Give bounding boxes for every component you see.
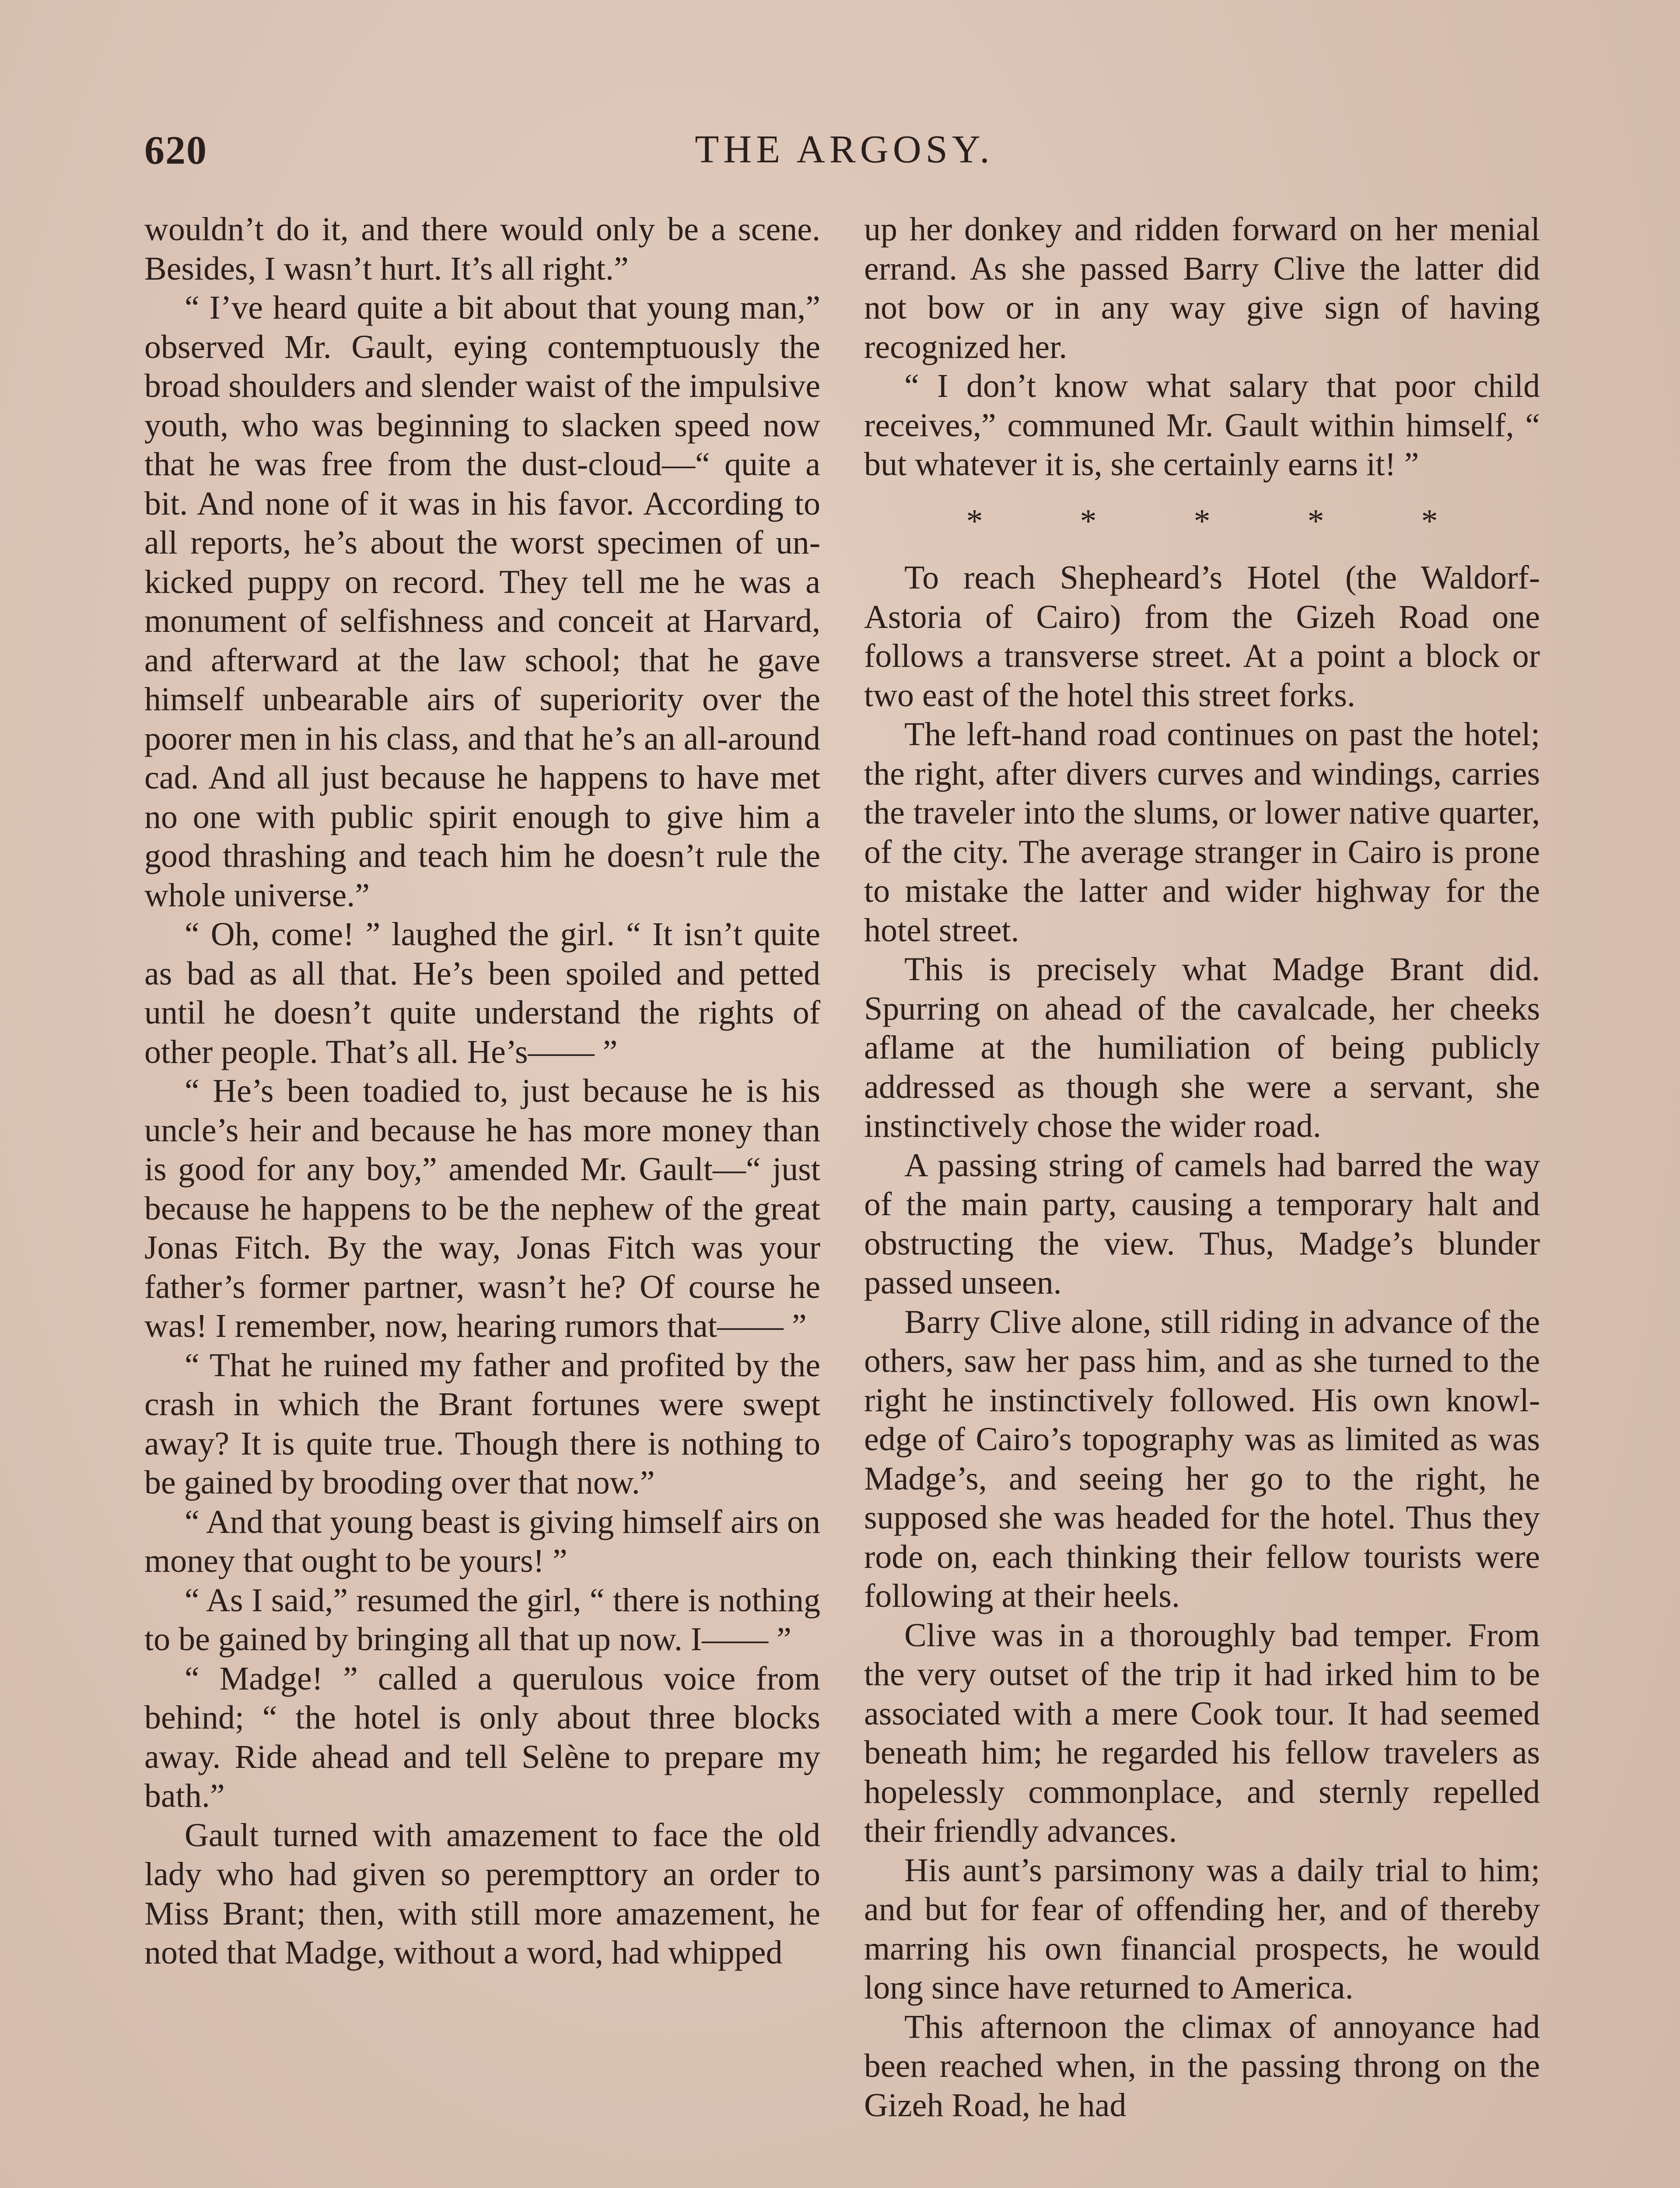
- section-break-star: *: [1307, 502, 1324, 540]
- paragraph: Barry Clive alone, still riding in advance of the others, saw her pass him, and as she turned to the right he instinctively followed. His own knowledge of Cairo’s topography was as limited as was Madge’s, and seeing her go to the right, he supposed she was headed for the hotel. Thus they rode on, each thinking their fellow tourists were following at their heels.: [864, 1303, 1540, 1614]
- paragraph: The left-hand road continues on past the hotel; the right, after divers curves and windings, carries the traveler into the slums, or lower native quarter, of the city. The average stranger in Cairo is prone to mistake the latter and wider highway for the hotel street.: [864, 716, 1540, 949]
- paragraph: Clive was in a thoroughly bad temper. From the very outset of the trip it had irked him to be associated with a mere Cook tour. It had seemed beneath him; he regarded his fellow travelers as hopelessly commonplace, and sternly repelled their friendly advances.: [864, 1616, 1540, 1849]
- paragraph: “ As I said,” resumed the girl, “ there is nothing to be gained by bringing all that up now. I—— ”: [144, 1581, 820, 1658]
- paragraph: Gault turned with amazement to face the old lady who had given so perempttory an order to Miss Brant; then, with still more amazement, he noted that Madge, without a word, had whipped: [144, 1816, 820, 1971]
- paragraph: This afternoon the climax of annoyance had been reached when, in the passing throng on the Gizeh Road, he had: [864, 2008, 1540, 2124]
- section-break: [864, 502, 1540, 541]
- section-break-star: *: [1080, 502, 1097, 540]
- paragraph: “ I’ve heard quite a bit about that young man,” observed Mr. Gault, eying contemptuously the broad shoulders and slender waist of the impulsive youth, who was beginning to slacken speed now that he was free from the dust-cloud—“ quite a bit. And none of it was in his favor. According to all reports, he’s about the worst specimen of unkicked puppy on record. They tell me he was a monument of selfishness and conceit at Harvard, and afterward at the law school; that he gave himself unbearable airs of superiority over the poorer men in his class, and that he’s an all-around cad. And all just because he happens to have met no one with public spirit enough to give him a good thrashing and teach him he doesn’t rule the whole universe.”: [144, 289, 820, 914]
- paragraph: “ That he ruined my father and profited by the crash in which the Brant fortunes were swept away? It is quite true. Though there is nothing to be gained by brooding over that now.”: [144, 1346, 820, 1501]
- paragraph: wouldn’t do it, and there would only be a scene. Besides, I wasn’t hurt. It’s all right.”: [144, 211, 820, 287]
- page-header: [144, 127, 1544, 184]
- paragraph: His aunt’s parsimony was a daily trial to him; and but for fear of offending her, and of thereby marring his own financial prospects, he would long since have returned to America.: [864, 1851, 1540, 2006]
- section-break-star: *: [1421, 502, 1438, 540]
- paragraph: A passing string of camels had barred the way of the main party, causing a temporary halt and obstructing the view. Thus, Madge’s blunder passed unseen.: [864, 1147, 1540, 1301]
- paragraph: This is precisely what Madge Brant did. Spurring on ahead of the cavalcade, her cheeks aflame at the humiliation of being publicly addressed as though she were a servant, she instinctively chose the wider road.: [864, 951, 1540, 1144]
- right-column: [864, 210, 1540, 2188]
- paragraph: “ Madge! ” called a querulous voice from behind; “ the hotel is only about three blocks away. Ride ahead and tell Selène to prepare my bath.”: [144, 1660, 820, 1814]
- paragraph: up her donkey and ridden forward on her menial errand. As she passed Barry Clive the latter did not bow or in any way give sign of having recognized her.: [864, 211, 1540, 365]
- paragraph: “ He’s been toadied to, just because he is his uncle’s heir and because he has more money than is good for any boy,” amended Mr. Gault—“ just because he happens to be the nephew of the great Jonas Fitch. By the way, Jonas Fitch was your father’s former partner, wasn’t he? Of course he was! I remember, now, hearing rumors that—— ”: [144, 1073, 820, 1344]
- paragraph: “ I don’t know what salary that poor child receives,” communed Mr. Gault within himself, “ but whatever it is, she certainly earns it! ”: [864, 368, 1540, 483]
- paragraph: “ Oh, come! ” laughed the girl. “ It isn’t quite as bad as all that. He’s been spoiled and petted until he doesn’t quite understand the rights of other people. That’s all. He’s—— ”: [144, 916, 820, 1070]
- running-head: THE ARGOSY.: [695, 128, 994, 171]
- paragraph: To reach Shepheard’s Hotel (the Waldorf-Astoria of Cairo) from the Gizeh Road one follows a transverse street. At a point a block or two east of the hotel this street forks.: [864, 559, 1540, 714]
- section-break-star: *: [966, 502, 983, 540]
- left-column: [144, 210, 820, 2188]
- section-break-star: *: [1194, 502, 1211, 540]
- paragraph: “ And that young beast is giving himself airs on money that ought to be yours! ”: [144, 1503, 820, 1579]
- page-number: 620: [144, 128, 207, 172]
